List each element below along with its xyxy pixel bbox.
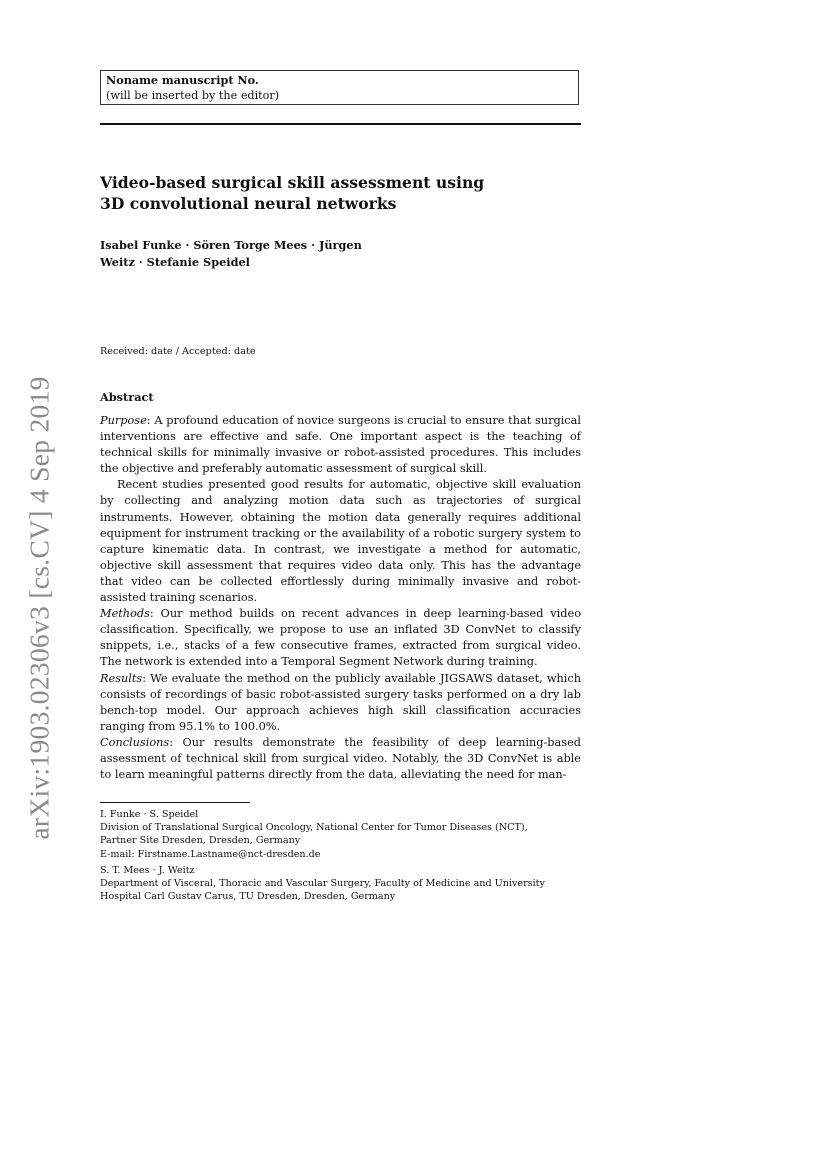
results-text: : We evaluate the method on the publicly available JIGSAWS dataset, which consists of recordings of basic robot-assisted surgery tasks performed on a dry lab bench-top model. Our approach achieves high skill classification accuracies ranging from 95.1% to 100.0%. bbox=[100, 671, 581, 733]
abstract-conclusions bbox=[100, 735, 581, 783]
affiliation-line: Department of Visceral, Thoracic and Vascular Surgery, Faculty of Medicine and University bbox=[100, 878, 545, 890]
author-list bbox=[100, 237, 580, 271]
abstract-heading: Abstract bbox=[100, 390, 154, 404]
footnote-rule bbox=[100, 802, 250, 803]
affiliation-line: Hospital Carl Gustav Carus, TU Dresden, Dresden, Germany bbox=[100, 891, 396, 903]
abstract-results bbox=[100, 671, 581, 735]
affiliation-names: I. Funke · S. Speidel bbox=[100, 809, 199, 820]
manuscript-number-box bbox=[100, 70, 579, 105]
abstract-body bbox=[100, 413, 581, 783]
authors-line-2: Weitz · Stefanie Speidel bbox=[100, 255, 250, 269]
affiliation-line: Partner Site Dresden, Dresden, Germany bbox=[100, 835, 301, 847]
arxiv-identifier: arXiv:1903.02306v3 [cs.CV] 4 Sep 2019 bbox=[24, 376, 55, 840]
conclusions-text: : Our results demonstrate the feasibility of deep learning-based assessment of technical skill from surgical video. Notably, the 3D ConvNet is able to learn meaningful patterns directly from the data, alleviating the need for man- bbox=[100, 735, 581, 782]
methods-text: : Our method builds on recent advances in deep learning-based video classification. Specifically, we propose to use an inflated 3D ConvNet to classify snippets, i.e., stacks of a few consecutive frames, extracted from surgical video. The network is extended into a Temporal Segment Network during training. bbox=[100, 607, 581, 669]
purpose-text: : A profound education of novice surgeons is crucial to ensure that surgical interventions are effective and safe. One important aspect is the teaching of technical skills for minimally invasive or robot-assisted procedures. This includes the objective and preferably automatic assessment of surgical skill. bbox=[100, 414, 581, 476]
affiliation-line: Division of Translational Surgical Oncology, National Center for Tumor Diseases (NCT), bbox=[100, 822, 528, 834]
affiliation-names: S. T. Mees · J. Weitz bbox=[100, 865, 195, 876]
conclusions-label: Conclusions bbox=[100, 735, 170, 749]
affiliation-email: E-mail: Firstname.Lastname@nct-dresden.de bbox=[100, 848, 321, 860]
arxiv-sidebar-stamp bbox=[18, 373, 62, 843]
affiliation-tu-dresden bbox=[100, 864, 581, 904]
title-line-1: Video-based surgical skill assessment using bbox=[100, 173, 485, 192]
abstract-methods bbox=[100, 606, 581, 670]
manuscript-number: Noname manuscript No. bbox=[106, 73, 259, 87]
abstract-purpose bbox=[100, 413, 581, 477]
received-date: Received: date / Accepted: date bbox=[100, 346, 256, 357]
methods-label: Methods bbox=[100, 607, 150, 621]
authors-line-1: Isabel Funke · Sören Torge Mees · Jürgen bbox=[100, 238, 362, 252]
editor-note: (will be inserted by the editor) bbox=[106, 89, 280, 102]
title-line-2: 3D convolutional neural networks bbox=[100, 194, 397, 213]
abstract-paragraph-2: Recent studies presented good results for automatic, objective skill evaluation by collecting and analyzing motion data such as trajectories of surgical instruments. However, obtaining the motion data generally requires additional equipment for instrument tracking or the availability of a robotic surgery system to capture kinematic data. In contrast, we investigate a method for automatic, objective skill assessment that requires video data only. This has the advantage that video can be collected effortlessly during minimally invasive and robot-assisted training scenarios. bbox=[100, 478, 581, 605]
purpose-label: Purpose bbox=[100, 414, 147, 427]
affiliation-nct bbox=[100, 808, 581, 861]
paper-title bbox=[100, 172, 580, 214]
results-label: Results bbox=[100, 671, 143, 685]
header-rule bbox=[100, 123, 581, 125]
